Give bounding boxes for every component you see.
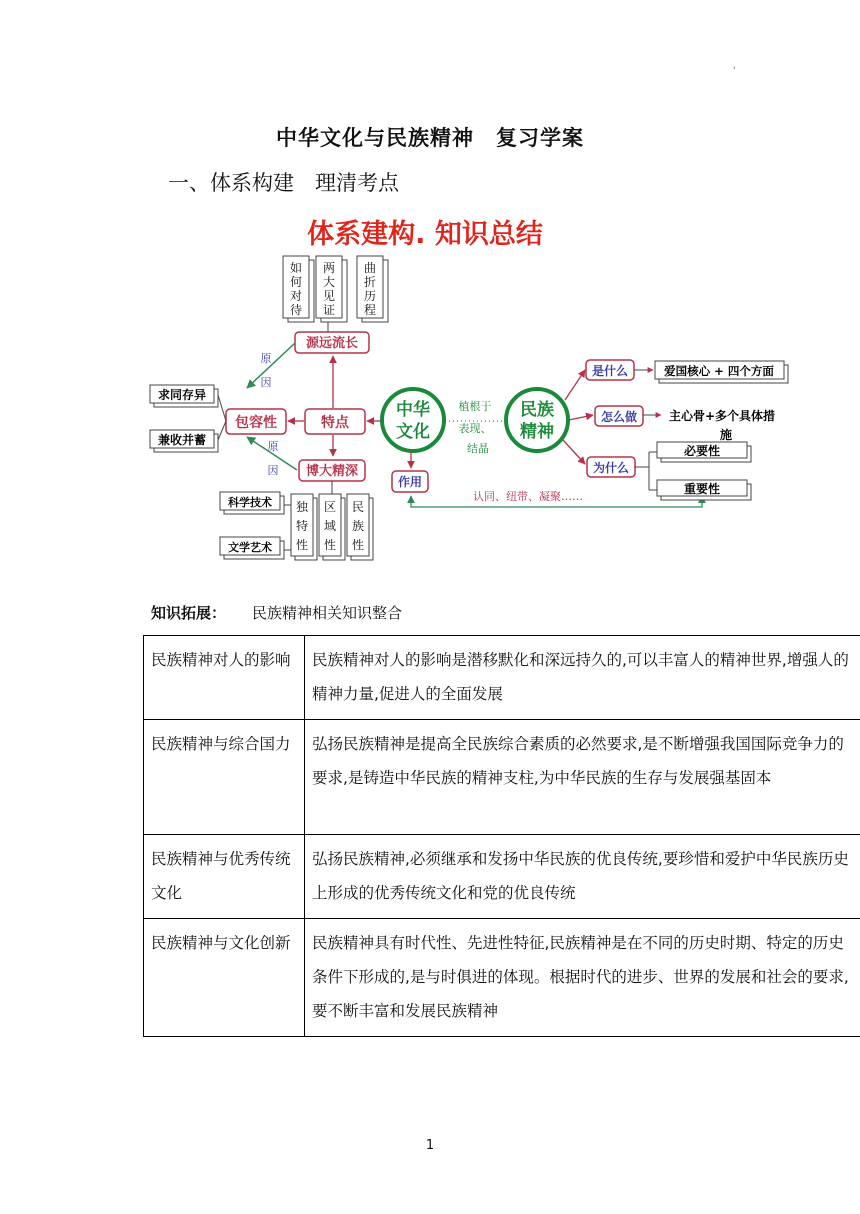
- section-heading: 一、体系构建 理清考点: [168, 171, 399, 195]
- node-baorongxing: 包容性: [235, 415, 277, 431]
- link-biaoxian: 表现、: [458, 422, 492, 435]
- top-box-1: 如何对待: [289, 261, 303, 317]
- row-key: 民族精神与优秀传统文化: [144, 835, 305, 919]
- reason-label-top-2: 因: [260, 376, 272, 389]
- table-row: [144, 720, 860, 835]
- zuoyong-link-text: 认同、纽带、凝聚……: [473, 490, 583, 503]
- row-value: 民族精神具有时代性、先进性特征,民族精神是在不同的历史时期、特定的历史条件下形成的,是与时俱进的体现。根据时代的进步、世界的发展和社会的要求,要不断丰富和发展民族精神: [305, 919, 860, 1037]
- answer-why-2: 重要性: [683, 482, 721, 496]
- page-number: 1: [425, 1138, 435, 1153]
- reason-label-bottom-1: 原: [267, 440, 279, 453]
- bottom-col-1: 独特性: [295, 500, 309, 552]
- question-what: 是什么: [591, 364, 629, 378]
- top-box-2: 两大见证: [322, 261, 336, 317]
- knowledge-extension: [151, 602, 402, 623]
- node-yuanyuan-liuchang: 源远流长: [305, 336, 359, 351]
- table-row: [144, 919, 860, 1037]
- reason-label-top-1: 原: [260, 352, 272, 365]
- knowledge-table: [143, 635, 860, 1037]
- link-jiejing: 结晶: [467, 442, 489, 455]
- node-zhonghua-1: 中华: [396, 400, 430, 420]
- question-how: 怎么做: [600, 410, 638, 424]
- bottom-col-3: 民族性: [351, 500, 365, 552]
- link-zhigenyu: 植根于: [458, 400, 492, 413]
- extension-text: 民族精神相关知识整合: [252, 604, 403, 622]
- extension-label: 知识拓展：: [151, 604, 227, 622]
- answer-how-2: 施: [719, 428, 733, 442]
- row-key: 民族精神对人的影响: [144, 636, 305, 720]
- mindmap-banner: 体系建构. 知识总结: [307, 219, 543, 250]
- answer-what: 爱国核心 + 四个方面: [664, 364, 774, 378]
- table-row: [144, 835, 860, 919]
- reason-label-bottom-2: 因: [267, 464, 279, 477]
- node-boda-jingshen: 博大精深: [305, 464, 359, 479]
- answer-how-1: 主心骨+多个具体措: [669, 409, 776, 423]
- row-value: 民族精神对人的影响是潜移默化和深远持久的,可以丰富人的精神世界,增强人的精神力量,促进人的全面发展: [305, 636, 860, 720]
- node-zhonghua-2: 文化: [396, 422, 430, 442]
- question-why: 为什么: [592, 461, 630, 475]
- node-minzu-2: 精神: [520, 422, 554, 442]
- node-tedian: 特点: [321, 415, 349, 431]
- page-title: 中华文化与民族精神 复习学案: [276, 126, 584, 150]
- box-kexue-jishu: 科学技术: [228, 496, 272, 509]
- bottom-col-2: 区域性: [323, 500, 337, 552]
- corner-mark: ': [733, 66, 736, 76]
- box-qiutong-cunyi: 求同存异: [157, 388, 207, 402]
- box-jianshou-bingxu: 兼收并蓄: [157, 433, 207, 447]
- answer-why-1: 必要性: [683, 444, 721, 458]
- node-zuoyong: 作用: [397, 475, 423, 489]
- top-box-3: 曲折历程: [363, 261, 377, 317]
- mind-map: [145, 210, 795, 570]
- row-key: 民族精神与文化创新: [144, 919, 305, 1037]
- table-row: [144, 636, 860, 720]
- row-value: 弘扬民族精神,必须继承和发扬中华民族的优良传统,要珍惜和爱护中华民族历史上形成的优秀传统文化和党的优良传统: [305, 835, 860, 919]
- row-key: 民族精神与综合国力: [144, 720, 305, 835]
- node-minzu-1: 民族: [520, 400, 554, 420]
- box-wenxue-yishu: 文学艺术: [228, 541, 272, 554]
- row-value: 弘扬民族精神是提高全民族综合素质的必然要求,是不断增强我国国际竞争力的要求,是铸造中华民族的精神支柱,为中华民族的生存与发展强基固本: [305, 720, 860, 835]
